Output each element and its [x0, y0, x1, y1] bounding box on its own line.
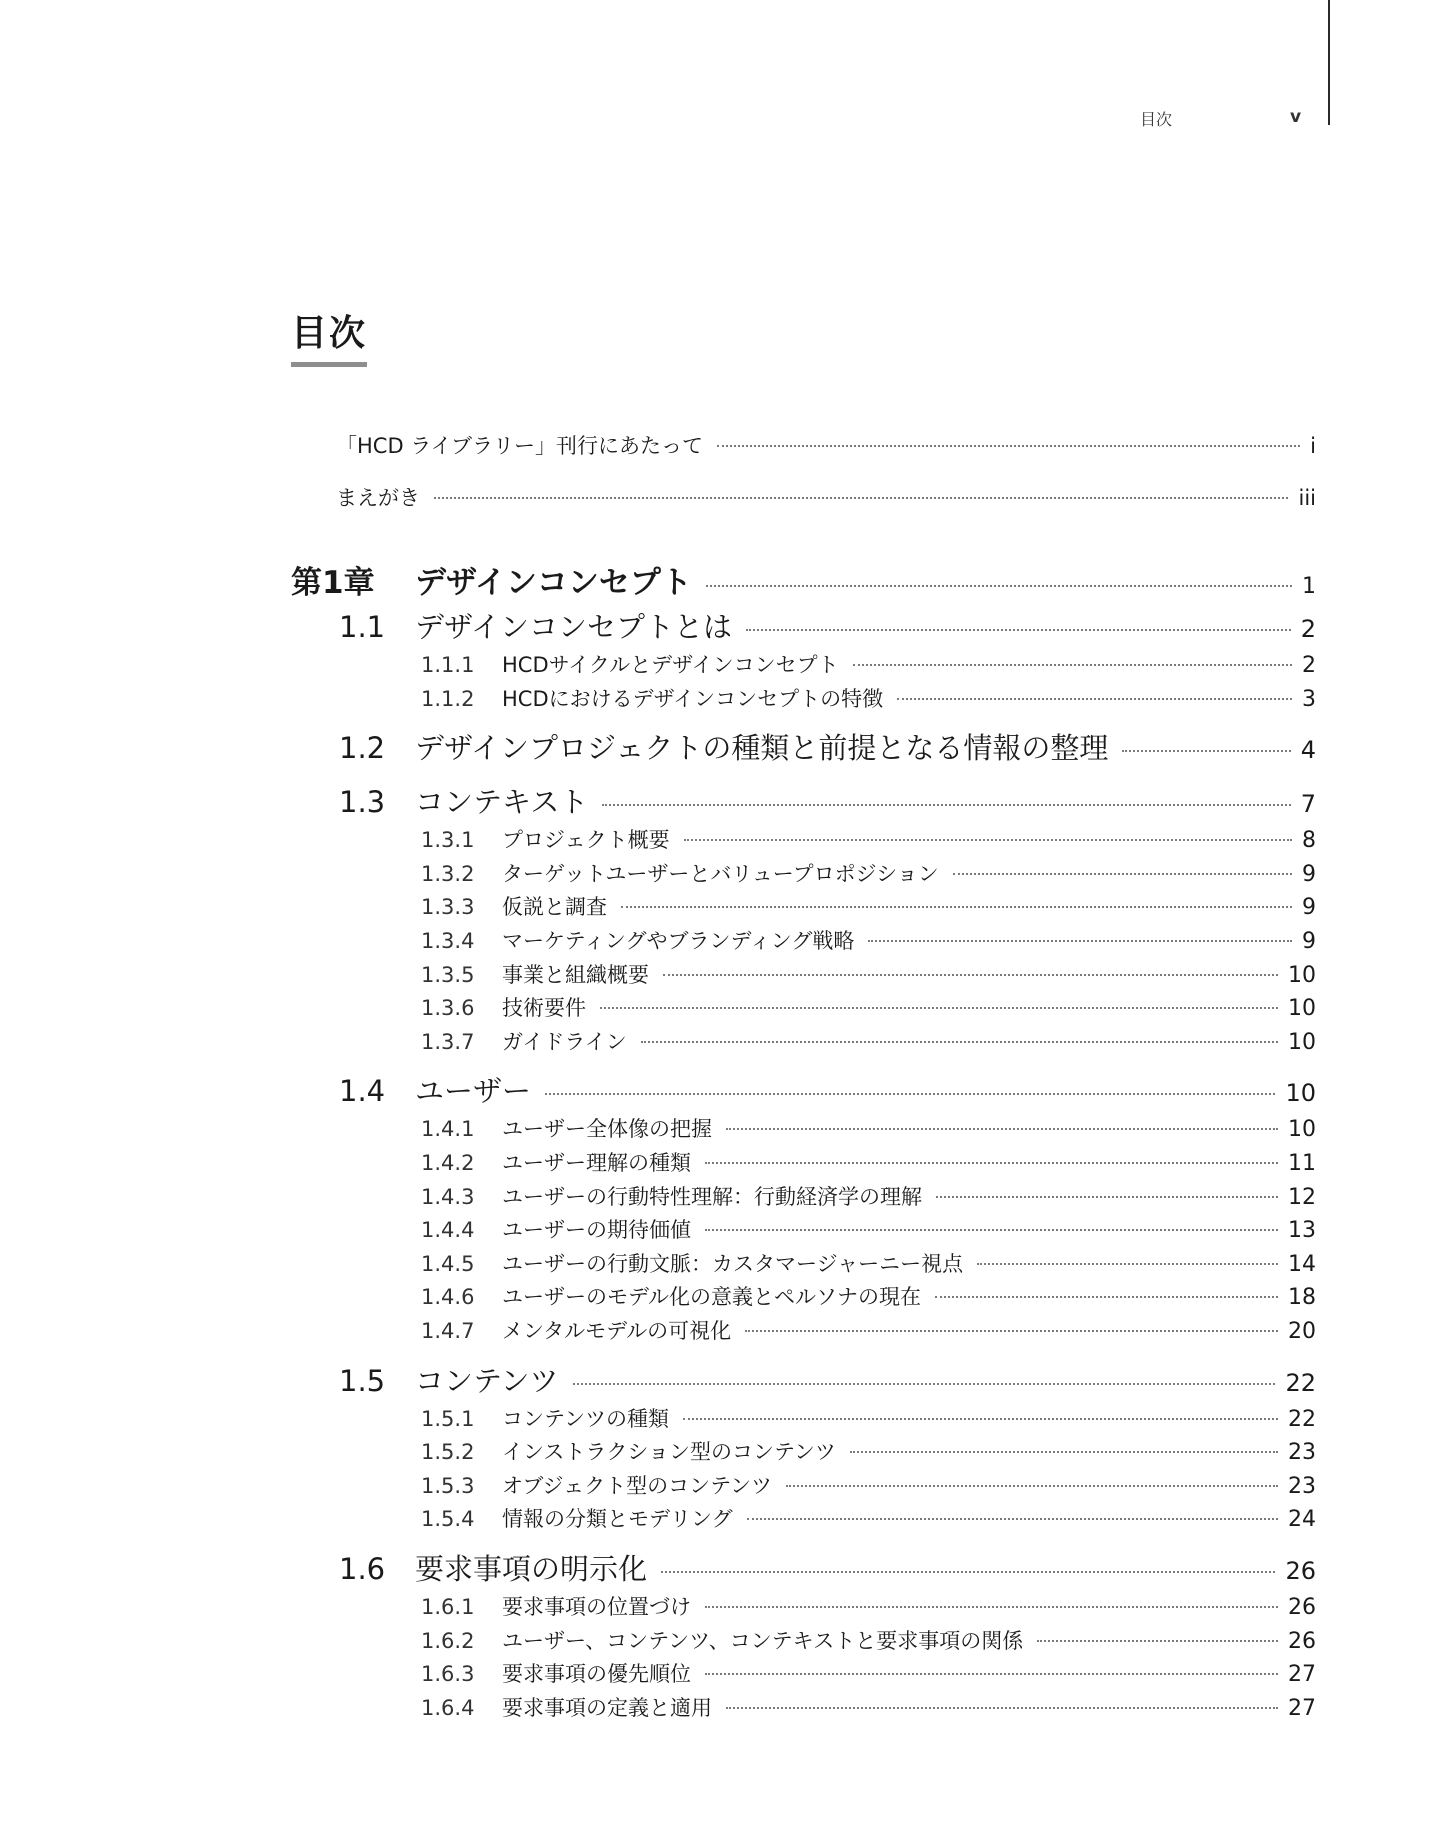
toc-entry-subsection[interactable] — [421, 1503, 1316, 1533]
entry-page-number: 2 — [1300, 615, 1316, 643]
running-header-page-number: v — [1290, 107, 1302, 127]
entry-page-number: 23 — [1288, 1474, 1316, 1499]
dot-leader — [684, 839, 1292, 841]
dot-leader — [868, 940, 1292, 942]
dot-leader — [977, 1263, 1278, 1265]
entry-page-number: 26 — [1288, 1595, 1316, 1620]
entry-page-number: 26 — [1285, 1557, 1316, 1585]
entry-title: 要求事項の明示化 — [415, 1552, 648, 1586]
toc-entry-subsection[interactable] — [421, 1625, 1316, 1655]
dot-leader — [434, 497, 1288, 499]
toc-entry-subsection[interactable] — [421, 1026, 1316, 1056]
dot-leader — [661, 1571, 1275, 1573]
entry-page-number: iii — [1298, 486, 1316, 510]
toc-entry-section[interactable] — [339, 605, 1316, 646]
toc-entry-subsection[interactable] — [421, 1113, 1316, 1143]
entry-number: 1.1.2 — [421, 687, 475, 711]
entry-number: 1.3.5 — [421, 963, 475, 987]
entry-number: 1.2 — [339, 731, 386, 766]
entry-title: HCDにおけるデザインコンセプトの特徴 — [502, 687, 884, 711]
toc-entry-front-matter[interactable] — [336, 482, 1316, 512]
toc-entry-subsection[interactable] — [421, 824, 1316, 854]
entry-title: 事業と組織概要 — [502, 963, 649, 987]
entry-page-number: 1 — [1302, 574, 1316, 599]
entry-page-number: 11 — [1288, 1151, 1316, 1176]
entry-page-number: 22 — [1285, 1368, 1316, 1397]
entry-title: 技術要件 — [502, 996, 586, 1020]
entry-title: ユーザー、コンテンツ、コンテキストと要求事項の関係 — [502, 1629, 1024, 1653]
toc-entry-subsection[interactable] — [421, 1436, 1316, 1466]
dot-leader — [786, 1485, 1278, 1487]
entry-title: プロジェクト概要 — [502, 828, 670, 852]
entry-number: 1.5.1 — [421, 1407, 475, 1431]
toc-entry-subsection[interactable] — [421, 1147, 1316, 1177]
entry-title: 要求事項の優先順位 — [502, 1662, 691, 1686]
entry-number: 1.4.1 — [421, 1117, 475, 1141]
entry-page-number: i — [1310, 434, 1316, 458]
entry-page-number: 23 — [1288, 1440, 1316, 1465]
dot-leader — [1122, 750, 1290, 752]
entry-number: 1.3.2 — [421, 862, 475, 886]
entry-title: デザインプロジェクトの種類と前提となる情報の整理 — [415, 731, 1109, 766]
entry-number: 1.6.2 — [421, 1629, 475, 1653]
entry-title: ユーザー — [415, 1074, 532, 1109]
entry-number: 1.1.1 — [421, 653, 475, 677]
dot-leader — [621, 906, 1292, 908]
entry-title: マーケティングやブランディング戦略 — [502, 929, 855, 953]
entry-title: 仮説と調査 — [502, 895, 607, 919]
running-header-title: 目次 — [1140, 110, 1173, 129]
entry-page-number: 10 — [1288, 996, 1316, 1021]
toc-entry-subsection[interactable] — [421, 1470, 1316, 1500]
entry-title: コンテキスト — [415, 785, 589, 820]
entry-page-number: 9 — [1302, 862, 1316, 887]
dot-leader — [1037, 1640, 1278, 1642]
dot-leader — [600, 1007, 1278, 1009]
page-title: 目次 — [291, 305, 367, 367]
entry-title: コンテンツの種類 — [502, 1407, 669, 1431]
entry-title: ユーザー全体像の把握 — [502, 1117, 712, 1141]
entry-title: 情報の分類とモデリング — [502, 1507, 733, 1531]
toc-entry-subsection[interactable] — [421, 649, 1316, 679]
entry-page-number: 24 — [1288, 1507, 1316, 1532]
entry-number: 1.4.7 — [421, 1319, 475, 1343]
dot-leader — [705, 1229, 1278, 1231]
entry-number: 1.5.4 — [421, 1507, 475, 1531]
entry-number: 1.4.6 — [421, 1285, 475, 1309]
dot-leader — [897, 698, 1292, 700]
dot-leader — [717, 445, 1300, 447]
entry-page-number: 4 — [1300, 736, 1316, 765]
entry-number: 1.4.3 — [421, 1185, 475, 1209]
entry-title: オブジェクト型のコンテンツ — [502, 1474, 773, 1498]
entry-page-number: 27 — [1288, 1662, 1316, 1687]
entry-page-number: 10 — [1288, 1030, 1316, 1055]
entry-title: ガイドライン — [502, 1030, 627, 1054]
entry-page-number: 3 — [1302, 687, 1316, 712]
toc-entry-subsection[interactable] — [421, 1281, 1316, 1311]
dot-leader — [850, 1451, 1278, 1453]
entry-title: デザインコンセプトとは — [415, 610, 732, 644]
dot-leader — [663, 974, 1278, 976]
toc-entry-subsection[interactable] — [421, 1591, 1316, 1621]
toc-entry-subsection[interactable] — [421, 992, 1316, 1022]
entry-title: ターゲットユーザーとバリュープロポジション — [502, 862, 939, 886]
dot-leader — [705, 1162, 1278, 1164]
entry-number: 1.3.7 — [421, 1030, 475, 1054]
entry-number: 1.4.2 — [421, 1151, 475, 1175]
toc-entry-subsection[interactable] — [421, 858, 1316, 888]
entry-title: まえがき — [336, 486, 420, 510]
entry-number: 1.4 — [339, 1074, 386, 1109]
entry-page-number: 12 — [1288, 1185, 1316, 1210]
entry-number: 1.4.5 — [421, 1252, 475, 1276]
dot-leader — [726, 1128, 1278, 1130]
toc-entry-subsection[interactable] — [421, 959, 1316, 989]
entry-title: 「HCD ライブラリー」刊行にあたって — [336, 434, 704, 458]
toc-entry-section[interactable] — [339, 780, 1316, 821]
entry-number: 1.3.3 — [421, 895, 475, 919]
entry-page-number: 18 — [1288, 1285, 1316, 1310]
dot-leader — [747, 1518, 1278, 1520]
toc-entry-subsection[interactable] — [421, 1248, 1316, 1278]
entry-number: 1.1 — [339, 610, 386, 644]
entry-page-number: 7 — [1300, 790, 1316, 819]
entry-number: 1.5.3 — [421, 1474, 475, 1498]
dot-leader — [602, 804, 1290, 806]
entry-title: ユーザーのモデル化の意義とペルソナの現在 — [502, 1285, 921, 1309]
entry-number: 1.6.1 — [421, 1595, 475, 1619]
entry-page-number: 8 — [1302, 828, 1316, 853]
entry-title: 要求事項の位置づけ — [502, 1595, 691, 1619]
entry-number: 1.5.2 — [421, 1440, 475, 1464]
entry-title: メンタルモデルの可視化 — [502, 1319, 732, 1343]
toc-entry-front-matter[interactable] — [336, 430, 1316, 460]
dot-leader — [726, 1707, 1278, 1709]
entry-number: 1.6.4 — [421, 1696, 475, 1720]
entry-title: インストラクション型のコンテンツ — [502, 1440, 836, 1464]
dot-leader — [706, 585, 1292, 587]
dot-leader — [705, 1673, 1278, 1675]
entry-page-number: 22 — [1288, 1407, 1316, 1432]
entry-page-number: 13 — [1288, 1218, 1316, 1243]
entry-page-number: 26 — [1288, 1629, 1316, 1654]
entry-number: 1.5 — [339, 1363, 386, 1398]
entry-title: HCDサイクルとデザインコンセプト — [502, 653, 839, 677]
toc-entry-section[interactable] — [339, 1359, 1316, 1400]
entry-number: 1.3.6 — [421, 996, 475, 1020]
toc-entry-subsection[interactable] — [421, 1403, 1316, 1433]
entry-page-number: 10 — [1285, 1079, 1316, 1108]
entry-page-number: 9 — [1302, 895, 1316, 920]
entry-number: 1.6 — [339, 1552, 386, 1586]
entry-page-number: 9 — [1302, 929, 1316, 954]
dot-leader — [545, 1093, 1275, 1095]
toc-entry-subsection[interactable] — [421, 925, 1316, 955]
entry-number: 1.3 — [339, 785, 386, 820]
toc-entry-subsection[interactable] — [421, 1181, 1316, 1211]
entry-page-number: 20 — [1288, 1319, 1316, 1344]
entry-page-number: 10 — [1288, 1117, 1316, 1142]
entry-page-number: 10 — [1288, 963, 1316, 988]
entry-title: デザインコンセプト — [415, 565, 692, 601]
dot-leader — [641, 1041, 1278, 1043]
entry-number: 1.6.3 — [421, 1662, 475, 1686]
dot-leader — [953, 873, 1292, 875]
entry-title: ユーザーの行動特性理解：行動経済学の理解 — [502, 1185, 922, 1209]
entry-number: 1.3.1 — [421, 828, 475, 852]
entry-title: ユーザーの行動文脈：カスタマージャーニー視点 — [502, 1252, 964, 1276]
entry-page-number: 14 — [1288, 1252, 1316, 1277]
entry-title: ユーザー理解の種類 — [502, 1151, 691, 1175]
dot-leader — [683, 1418, 1278, 1420]
entry-number: 1.3.4 — [421, 929, 475, 953]
entry-page-number: 27 — [1288, 1696, 1316, 1721]
toc-entry-section[interactable] — [339, 1547, 1316, 1588]
dot-leader — [853, 664, 1292, 666]
dot-leader — [935, 1296, 1278, 1298]
entry-number: 第1章 — [291, 565, 375, 601]
toc-entry-subsection[interactable] — [421, 891, 1316, 921]
dot-leader — [573, 1383, 1276, 1385]
toc-entry-chapter[interactable] — [291, 557, 1316, 602]
dot-leader — [745, 1330, 1278, 1332]
toc-entry-subsection[interactable] — [421, 683, 1316, 713]
entry-title: コンテンツ — [415, 1363, 559, 1398]
toc-entry-section[interactable] — [339, 1069, 1316, 1110]
entry-page-number: 2 — [1302, 653, 1316, 678]
entry-number: 1.4.4 — [421, 1218, 475, 1242]
dot-leader — [705, 1606, 1278, 1608]
dot-leader — [746, 629, 1291, 631]
entry-title: 要求事項の定義と適用 — [502, 1696, 712, 1720]
dot-leader — [936, 1196, 1278, 1198]
toc-entry-section[interactable] — [339, 726, 1316, 767]
entry-title: ユーザーの期待価値 — [502, 1218, 691, 1242]
toc-entry-subsection[interactable] — [421, 1315, 1316, 1345]
toc-entry-subsection[interactable] — [421, 1658, 1316, 1688]
toc-entry-subsection[interactable] — [421, 1214, 1316, 1244]
toc-entry-subsection[interactable] — [421, 1692, 1316, 1722]
